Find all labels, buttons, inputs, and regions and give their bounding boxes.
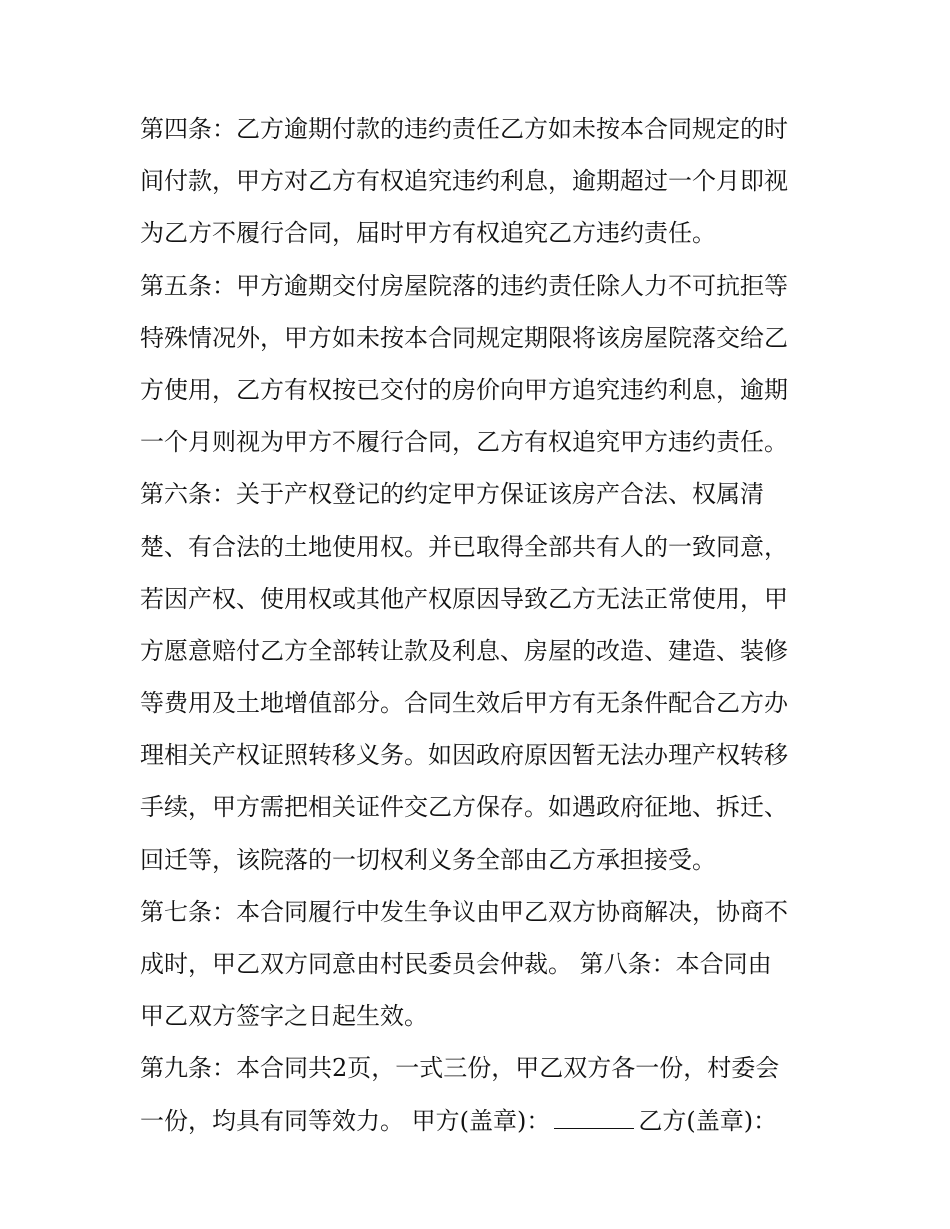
text-line: 等费用及土地增值部分。合同生效后甲方有无条件配合乙方办 [140, 689, 788, 718]
text-line: 方使用，乙方有权按已交付的房价向甲方追究违约利息，逾期 [140, 375, 788, 404]
document-body [140, 103, 812, 1147]
signature-line-prefix: 一份，均具有同等效力。 甲方(盖章)： [140, 1106, 551, 1135]
text-line: 第四条：乙方逾期付款的违约责任乙方如未按本合同规定的时 [140, 115, 788, 143]
text-line: 间付款，甲方对乙方有权追究违约利息，逾期超过一个月即视 [140, 167, 788, 196]
text-line: 第七条：本合同履行中发生争议由甲乙双方协商解决，协商不 [140, 897, 788, 926]
text-line: 第六条：关于产权登记的约定甲方保证该房产合法、权属清 [140, 480, 764, 509]
text-line: 第九条：本合同共2页，一式三份，甲乙双方各一份，村委会 [140, 1054, 780, 1083]
text-line: 一个月则视为甲方不履行合同，乙方有权追究甲方违约责任。 [140, 428, 788, 457]
text-line: 为乙方不履行合同，届时甲方有权追究乙方违约责任。 [140, 219, 716, 248]
text-line: 理相关产权证照转移义务。如因政府原因暂无法办理产权转移 [140, 741, 788, 770]
text-line: 若因产权、使用权或其他产权原因导致乙方无法正常使用，甲 [140, 584, 788, 613]
signature-line-suffix: 乙方(盖章)： [638, 1106, 778, 1135]
text-line: 手续，甲方需把相关证件交乙方保存。如遇政府征地、拆迁、 [140, 793, 788, 822]
text-line: 楚、有合法的土地使用权。并已取得全部共有人的一致同意， [140, 532, 788, 561]
text-line: 甲乙双方签字之日起生效。 [140, 1002, 428, 1031]
text-line: 特殊情况外，甲方如未按本合同规定期限将该房屋院落交给乙 [140, 323, 788, 352]
text-line: 方愿意赔付乙方全部转让款及利息、房屋的改造、建造、装修 [140, 636, 788, 665]
signature-line [140, 1095, 812, 1147]
text-line: 第五条：甲方逾期交付房屋院落的违约责任除人力不可抗拒等 [140, 271, 788, 300]
party-a-signature-blank[interactable] [554, 1106, 634, 1129]
text-line: 回迁等，该院落的一切权利义务全部由乙方承担接受。 [140, 845, 716, 874]
text-line: 成时，甲乙双方同意由村民委员会仲裁。 第八条：本合同由 [140, 950, 772, 978]
